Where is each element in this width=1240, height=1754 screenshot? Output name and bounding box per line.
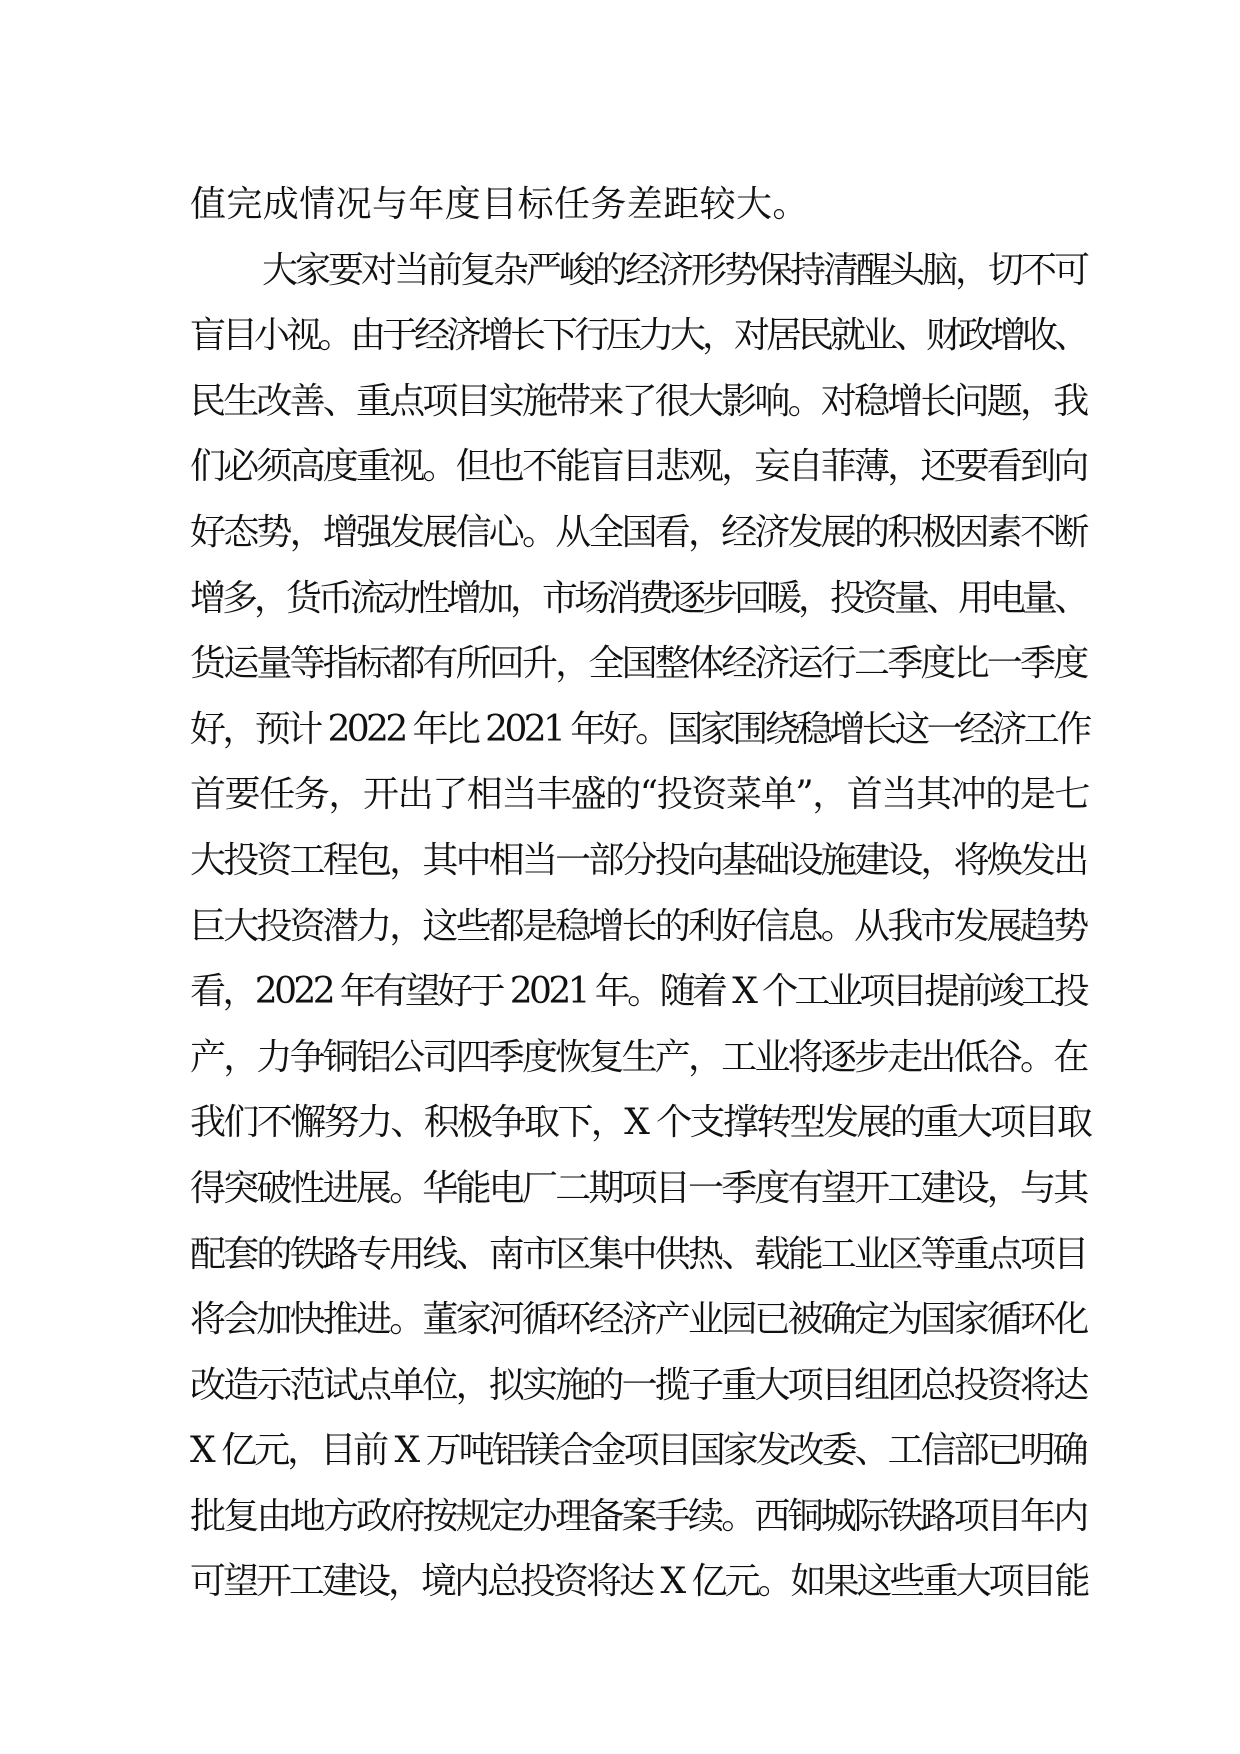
text-line: 改造示范试点单位，拟实施的一揽子重大项目组团总投资将达: [190, 1364, 1087, 1406]
text-line: 产，力争铜铝公司四季度恢复生产，工业将逐步走出低谷。在: [190, 1036, 1087, 1078]
text-line: 配套的铁路专用线、南市区集中供热、载能工业区等重点项目: [190, 1233, 1087, 1275]
text-line: 好，预计 2022 年比 2021 年好。国家围绕稳增长这一经济工作: [190, 708, 1089, 750]
paragraph-2: [190, 238, 1090, 1615]
body-text: [190, 172, 1090, 1615]
text-line: 巨大投资潜力，这些都是稳增长的利好信息。从我市发展趋势: [190, 905, 1087, 947]
text-line: 货运量等指标都有所回升，全国整体经济运行二季度比一季度: [190, 643, 1087, 685]
text-line: 我们不懈努力、积极争取下，X 个支撑转型发展的重大项目取: [190, 1102, 1091, 1144]
text-line: 们必须高度重视。但也不能盲目悲观，妄自菲薄，还要看到向: [190, 446, 1087, 488]
text-line: X 亿元，目前 X 万吨铝镁合金项目国家发改委、工信部已明确: [190, 1430, 1086, 1472]
text-line: 将会加快推进。董家河循环经济产业园已被确定为国家循环化: [190, 1299, 1087, 1341]
text-line: 得突破性进展。华能电厂二期项目一季度有望开工建设，与其: [190, 1167, 1087, 1209]
text-line: 批复由地方政府按规定办理备案手续。西铜城际铁路项目年内: [190, 1495, 1087, 1537]
text-line: 可望开工建设，境内总投资将达 X 亿元。如果这些重大项目能: [190, 1561, 1088, 1603]
text-line: 值完成情况与年度目标任务差距较大。: [190, 184, 809, 225]
text-line: 大家要对当前复杂严峻的经济形势保持清醒头脑，切不可: [262, 249, 1088, 291]
text-line: 首要任务，开出了相当丰盛的“投资菜单”，首当其冲的是七: [190, 774, 1090, 816]
text-line: 增多，货币流动性增加，市场消费逐步回暖，投资量、用电量、: [190, 577, 1087, 619]
text-line: 民生改善、重点项目实施带来了很大影响。对稳增长问题，我: [190, 380, 1087, 422]
text-line: 看，2022 年有望好于 2021 年。随着 X 个工业项目提前竣工投: [190, 971, 1087, 1013]
text-line: 好态势，增强发展信心。从全国看，经济发展的积极因素不断: [190, 511, 1087, 553]
paragraph-1: [190, 172, 1090, 238]
text-line: 盲目小视。由于经济增长下行压力大，对居民就业、财政增收、: [190, 315, 1087, 357]
text-line: 大投资工程包，其中相当一部分投向基础设施建设，将焕发出: [190, 839, 1087, 881]
